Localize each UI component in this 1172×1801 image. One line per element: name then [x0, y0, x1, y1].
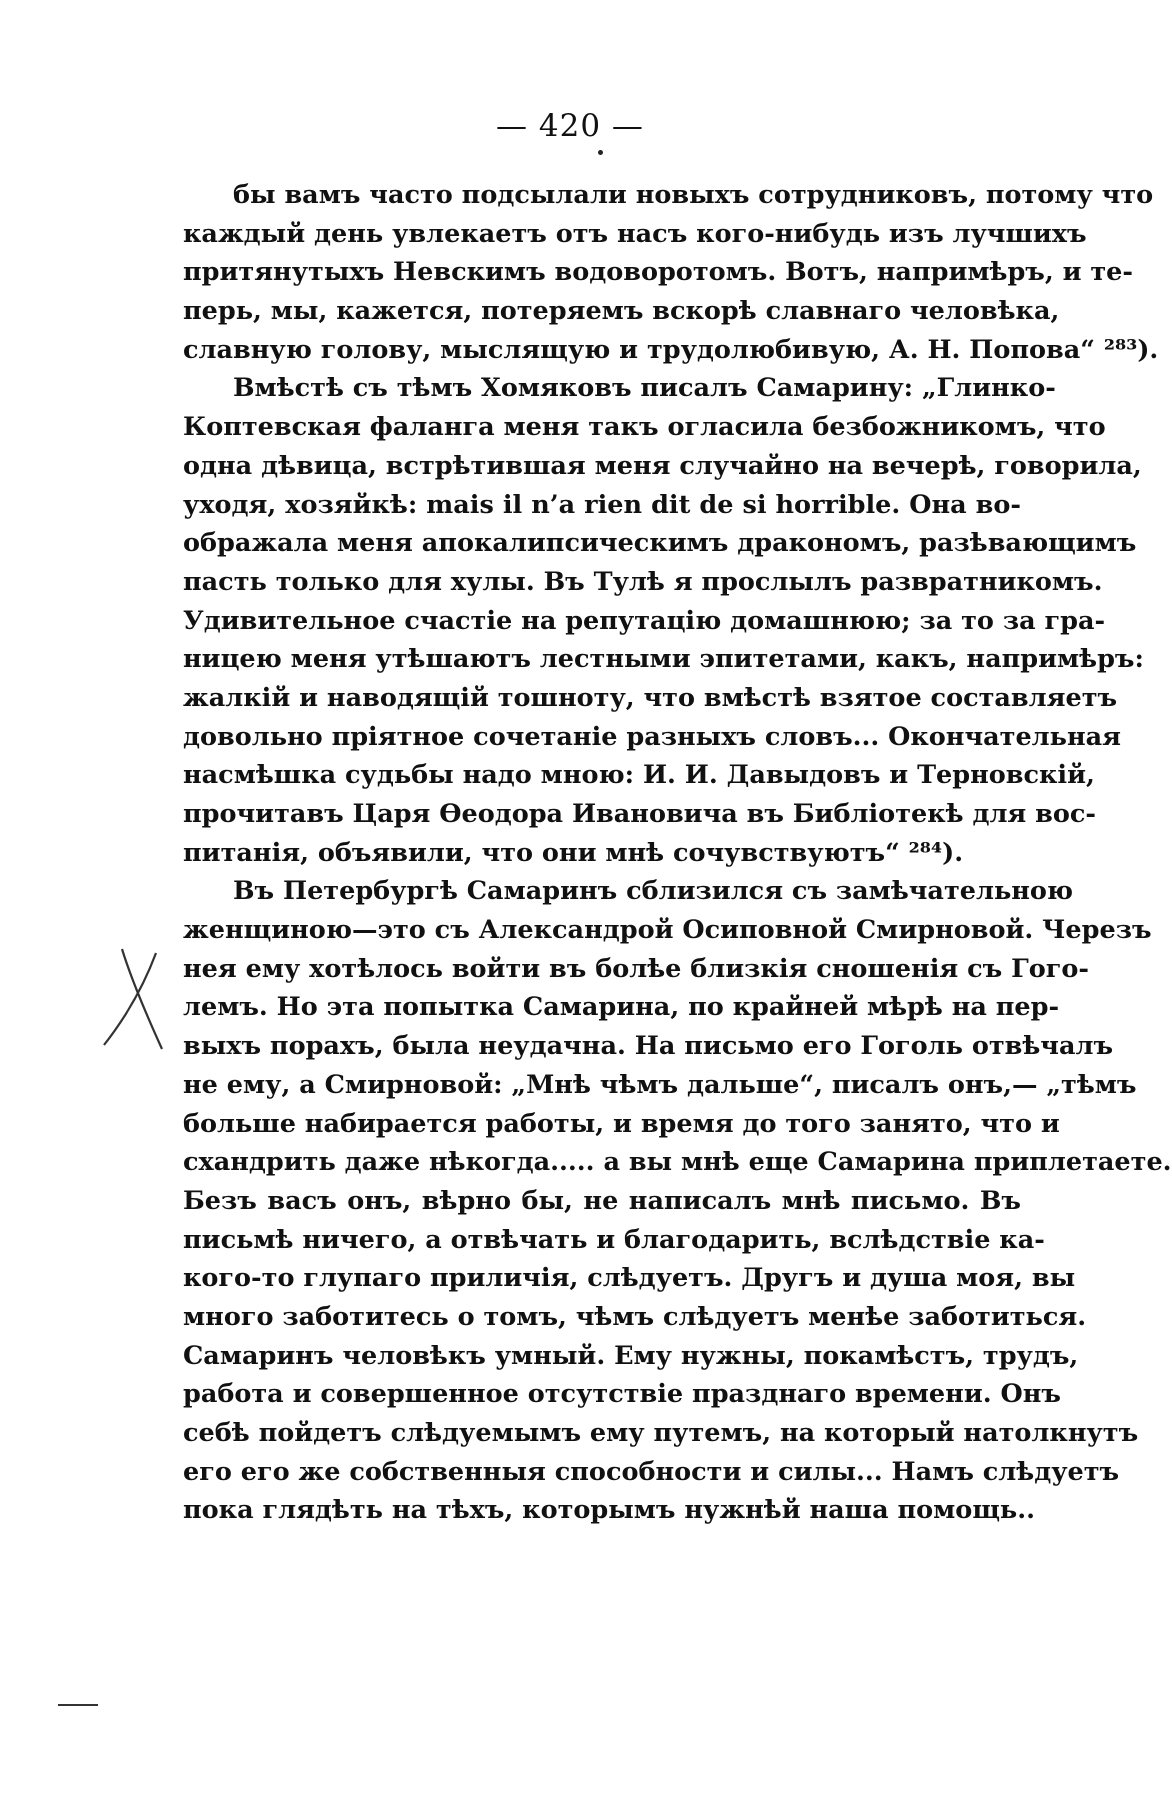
text-line: славную голову, мыслящую и трудолюбивую, А. Н. Попова“ ²⁸³). — [183, 334, 1159, 365]
text-line: насмѣшка судьбы надо мною: И. И. Давыдовъ и Терновскій, — [183, 760, 1095, 791]
text-line: одна дѣвица, встрѣтившая меня случайно на вечерѣ, говорила, — [183, 450, 1142, 481]
text-line: уходя, хозяйкѣ: mais il n’a rien dit de si horrible. Она во- — [183, 489, 1021, 520]
text-line: нея ему хотѣлось войти въ болѣе близкія сношенія съ Гого- — [183, 953, 1089, 984]
text-line: много заботитесь о томъ, чѣмъ слѣдуетъ менѣе заботиться. — [183, 1301, 1087, 1332]
text-line: схандрить даже нѣкогда..... а вы мнѣ еще Самарина приплетаете. — [183, 1147, 1172, 1178]
text-line: себѣ пойдетъ слѣдуемымъ ему путемъ, на который натолкнутъ — [183, 1418, 1139, 1448]
text-line: Удивительное счастіе на репутацію домашнюю; за то за гра- — [183, 605, 1106, 636]
text-line: пасть только для хулы. Въ Тулѣ я прослылъ развратникомъ. — [183, 566, 1103, 597]
text-line: ницею меня утѣшаютъ лестными эпитетами, какъ, напримѣръ: — [183, 644, 1144, 675]
body-text — [183, 176, 1172, 1530]
text-line: лемъ. Но эта попытка Самарина, по крайней мѣрѣ на пер- — [183, 992, 1060, 1023]
text-line: женщиною—это съ Александрой Осиповной Смирновой. Черезъ — [183, 915, 1152, 946]
paragraph — [183, 176, 1159, 369]
text-line: перь, мы, кажется, потеряемъ вскорѣ славнаго человѣка, — [183, 296, 1060, 327]
text-line: Безъ васъ онъ, вѣрно бы, не написалъ мнѣ письмо. Въ — [183, 1185, 1021, 1216]
text-line: довольно пріятное сочетаніе разныхъ словъ... Окончательная — [183, 721, 1121, 752]
text-line: жалкій и наводящій тошноту, что вмѣстѣ взятое составляетъ — [183, 682, 1118, 713]
margin-x-mark-icon — [100, 945, 170, 1055]
text-line: Самаринъ человѣкъ умный. Ему нужны, покамѣстъ, трудъ, — [183, 1340, 1079, 1371]
text-line: питанія, объявили, что они мнѣ сочувствуютъ“ ²⁸⁴). — [183, 837, 964, 868]
text-line: пока глядѣть на тѣхъ, которымъ нужнѣй наша помощь.. — [183, 1495, 1035, 1526]
text-line: работа и совершенное отсутствіе празднаго времени. Онъ — [183, 1379, 1061, 1410]
text-line: Коптевская фаланга меня такъ огласила безбожникомъ, что — [183, 412, 1106, 443]
text-line: притянутыхъ Невскимъ водоворотомъ. Вотъ, напримѣръ, и те- — [183, 257, 1133, 288]
text-line: каждый день увлекаетъ отъ насъ кого-нибудь изъ лучшихъ — [183, 218, 1087, 249]
text-line: кого-то глупаго приличія, слѣдуетъ. Другъ и душа моя, вы — [183, 1263, 1076, 1294]
ink-dot — [598, 150, 603, 155]
page-number: — 420 — — [496, 108, 644, 144]
text-line: выхъ порахъ, была неудачна. На письмо его Гоголь отвѣчалъ — [183, 1031, 1114, 1062]
text-line: больше набирается работы, и время до того занято, что и — [183, 1108, 1060, 1139]
text-line: ображала меня апокалипсическимъ дракономъ, разѣвающимъ — [183, 528, 1137, 559]
paragraph — [183, 369, 1144, 872]
text-line: Въ Петербургѣ Самаринъ сблизился съ замѣчательною — [233, 876, 1074, 907]
text-line: его его же собственныя способности и силы... Намъ слѣдуетъ — [183, 1456, 1120, 1487]
text-line: бы вамъ часто подсылали новыхъ сотрудниковъ, потому что — [233, 180, 1154, 210]
text-line: письмѣ ничего, а отвѣчать и благодарить, вслѣдствіе ка- — [183, 1224, 1045, 1255]
text-line: Вмѣстѣ съ тѣмъ Хомяковъ писалъ Самарину: „Глинко- — [233, 373, 1056, 404]
paragraph — [183, 872, 1172, 1530]
text-line: не ему, а Смирновой: „Мнѣ чѣмъ дальше“, писалъ онъ,— „тѣмъ — [183, 1069, 1137, 1100]
text-line: прочитавъ Царя Өеодора Ивановича въ Библіотекѣ для вос- — [183, 799, 1096, 829]
margin-dash-mark — [58, 1704, 98, 1706]
